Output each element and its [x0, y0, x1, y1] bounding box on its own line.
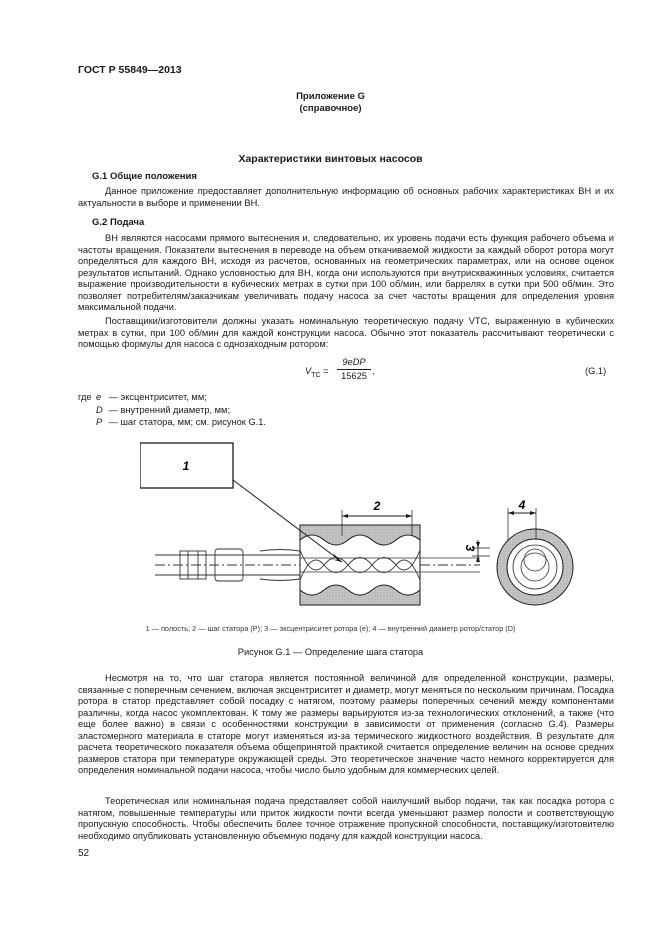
- label-2: 2: [373, 499, 381, 513]
- where-text: — шаг статора, мм; см. рисунок G.1.: [108, 417, 267, 427]
- where-symbol: e: [96, 392, 102, 402]
- label-4: 4: [518, 498, 526, 512]
- formula-numerator: 9eDP: [342, 357, 366, 367]
- body-paragraph-4: Теоретическая или номинальная подача представляет собой наилучший выбор подачи, так как посадка ротора с натягом, повышенные температуры или приток жидкости почти всегда уменьшают размер полости и соответствующую пропускную способность. Чтобы обеспечить более точное отражение пропускной способности, поставщику/изготовителю необходимо опубликовать установленную объемную подачу для каждой конструкции насоса.: [78, 796, 614, 841]
- where-list: [78, 391, 266, 429]
- where-text: — эксцентриситет, мм;: [108, 392, 207, 402]
- g1-paragraph: Данное приложение предоставляет дополнительную информацию об основных рабочих характеристиках ВН и их актуальности в выборе и применении ВН.: [78, 186, 614, 208]
- where-symbol: D: [96, 404, 103, 415]
- formula-number: (G.1): [585, 366, 607, 376]
- g2-paragraph-2: Поставщики/изготовители должны указать номинальную теоретическую подачу VTC, выраженную в кубических метрах в сутки, при 100 об/мин для каждой конструкции насоса. Обычно этот показатель рассчитывают теоретически с помощью формулы для насоса с однозаходным ротором:: [78, 316, 614, 349]
- where-text: — внутренний диаметр, мм;: [108, 404, 231, 415]
- label-1: 1: [182, 459, 190, 473]
- figure-caption: Рисунок G.1 — Определение шага статора: [237, 647, 424, 657]
- body-paragraph-3: Несмотря на то, что шаг статора является постоянной величиной для определенной конструкции, размеры, связанные с поперечным сечением, включая эксцентриситет и диаметр, могут меняться по нескольким причинам. Посадка ротора в статор представляет собой посадку с натягом, поэтому размеры поперечных сечений между компонентами различны, когда насос укомплектован. К тому же размеры варьируются из-за технологических отклонений, а также (что еще более важно) в связи с особенностями конструкции в зависимости от применения (согласно G.4). Размеры эластомерного материала в статоре могут изменяться из-за термического жидкостного воздействия. В результате для расчета теоретического показателя объема общепринятой практикой считается определение величин на основе средних размеров статора при температуре окружающей среды. Это теоретическое значение часто немного корректируется для определения номинальной подачи насоса, чтобы число было удобным для коммерческих целей.: [78, 673, 614, 775]
- formula-fraction-bar: [337, 369, 371, 370]
- where-item-d: [78, 404, 266, 417]
- appendix-title: Приложение G: [296, 91, 365, 102]
- figure-g1-drawing: [140, 430, 580, 620]
- g1-heading: G.1 Общие положения: [92, 171, 197, 182]
- where-prefix: где: [78, 392, 92, 402]
- section-title: Характеристики винтовых насосов: [238, 153, 423, 165]
- g2-heading: G.2 Подача: [92, 217, 145, 228]
- figure-legend: 1 — полость; 2 — шаг статора (P); 3 — эксцентриситет ротора (e); 4 — внутренний диаметр ротор/статор (D): [145, 624, 516, 633]
- page-number: 52: [78, 848, 90, 859]
- standard-header: ГОСТ Р 55849—2013: [78, 64, 182, 76]
- appendix-subtitle: (справочное): [299, 103, 362, 114]
- where-item-p: [78, 416, 266, 429]
- label-3: 3: [463, 544, 477, 552]
- where-symbol: P: [96, 417, 103, 427]
- formula-denominator: 15625: [341, 371, 367, 381]
- formula-lhs: V: [305, 366, 312, 376]
- formula-lhs-sub: TC: [311, 371, 321, 379]
- g2-paragraph-1: ВН являются насосами прямого вытеснения и, следовательно, их уровень подачи есть функция рабочего объема и частоты вращения. Показатели вытеснения в переводе на объем откачиваемой жидкости за каждый оборот ротора могут определяться для каждого ВН, исходя из расчетов, основанных на геометрических параметрах, или на основе оценок результатов испытаний. Однако условностью для ВН, когда они используются при внутрискважинных условиях, считается выражение производительности в кубических метрах в сутки при 100 об/мин, или баррелях в сутки при 500 об/мин. Это позволяет потребителям/заказчикам увеличивать подачу насоса за счет частоты вращения для определения уровня максимальной подачи.: [78, 233, 614, 312]
- where-item-e: [78, 391, 266, 404]
- formula-g1: $V_{TC}$ = 9eDP 15625 ,: [305, 357, 375, 381]
